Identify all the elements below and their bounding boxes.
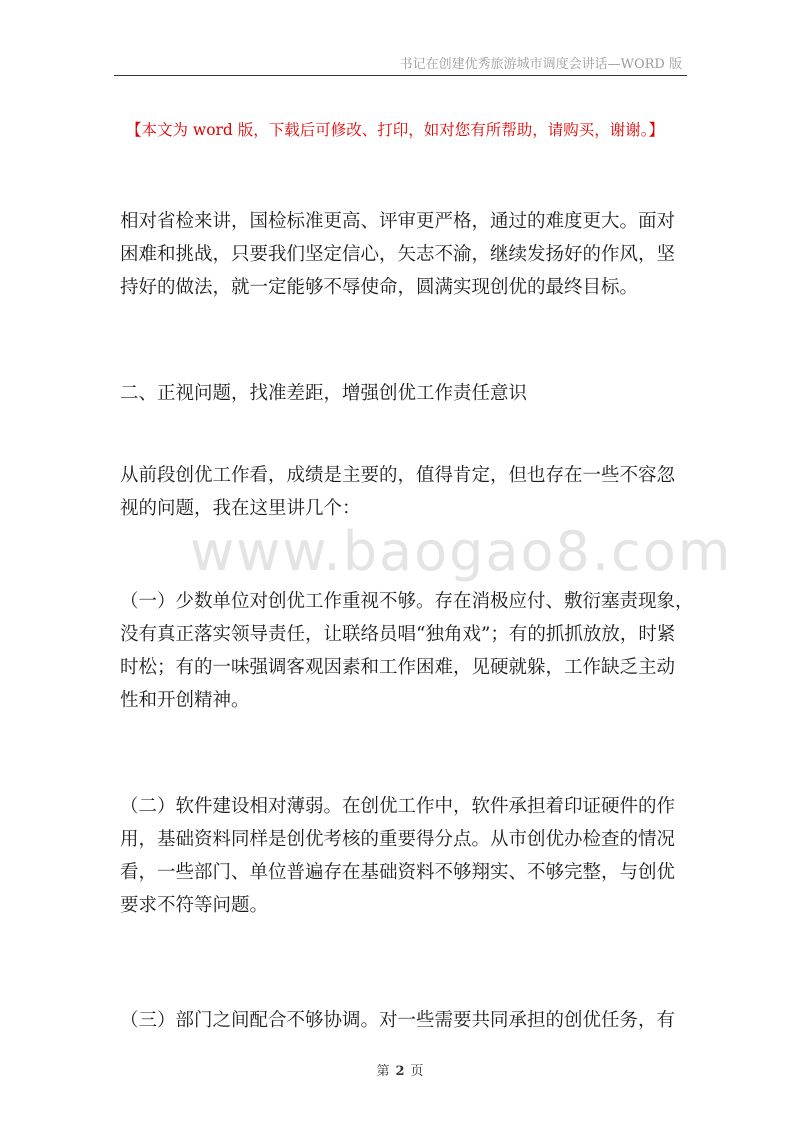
paragraph-line: （二）软件建设相对薄弱。在创优工作中，软件承担着印证硬件的作 [120, 796, 676, 817]
section-heading: 二、正视问题，找准差距，增强创优工作责任意识 [120, 383, 528, 404]
page-footer [0, 1060, 800, 1079]
paragraph-line: 看，一些部门、单位普遍存在基础资料不够翔实、不够完整，与创优 [120, 862, 676, 883]
paragraph-5 [120, 1004, 690, 1037]
header-rule [114, 75, 687, 76]
page-number: 2 [395, 1064, 405, 1079]
paragraph-line: 性和开创精神。 [120, 690, 250, 711]
paragraph-line: （一）少数单位对创优工作重视不够。存在消极应付、敷衍塞责现象， [120, 591, 694, 612]
footer-prefix: 第 [376, 1064, 390, 1079]
paragraph-line: 从前段创优工作看，成绩是主要的，值得肯定，但也存在一些不容忽 [120, 465, 676, 486]
paragraph-line: 时松；有的一味强调客观因素和工作困难，见硬就躲，工作缺乏主动 [120, 657, 676, 678]
paragraph-line: 相对省检来讲，国检标准更高、评审更严格，通过的难度更大。面对 [120, 211, 676, 232]
paragraph-4 [120, 790, 690, 922]
paragraph-line: 没有真正落实领导责任，让联络员唱“独角戏”；有的抓抓放放，时紧 [120, 624, 676, 645]
paragraph-line: 持好的做法，就一定能够不辱使命，圆满实现创优的最终目标。 [120, 277, 639, 298]
paragraph-line: 用，基础资料同样是创优考核的重要得分点。从市创优办检查的情况 [120, 829, 676, 850]
paragraph-1 [120, 205, 690, 304]
paragraph-line: 视的问题，我在这里讲几个： [120, 498, 361, 519]
paragraph-line: 要求不符等问题。 [120, 895, 269, 916]
paragraph-3 [120, 585, 694, 717]
download-notice: 【本文为 word 版，下载后可修改、打印，如对您有所帮助，请购买，谢谢。】 [126, 121, 665, 139]
paragraph-line: （三）部门之间配合不够协调。对一些需要共同承担的创优任务，有 [120, 1010, 676, 1031]
header-title: 书记在创建优秀旅游城市调度会讲话—WORD 版 [399, 57, 682, 72]
paragraph-line: 困难和挑战，只要我们坚定信心，矢志不渝，继续发扬好的作风，坚 [120, 244, 676, 265]
paragraph-2 [120, 459, 690, 525]
watermark: www.baogao8.com [190, 520, 733, 583]
footer-suffix: 页 [410, 1064, 424, 1079]
